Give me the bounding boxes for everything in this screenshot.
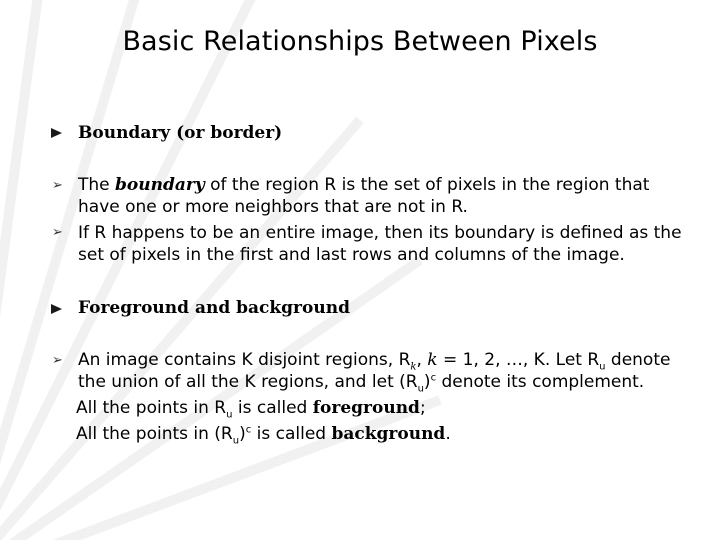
text-segment: = 1, 2, …, K. Let R [437,350,600,370]
slide-title: Basic Relationships Between Pixels [122,26,598,57]
text-segment: . [445,424,451,444]
text-segment: , [416,350,428,370]
boundary-emphasis: boundary [115,175,205,195]
entire-image-line1: If R happens to be an entire image, then its boundary is defined as the [78,223,682,243]
arrowhead-bullet-icon: ➢ [52,178,63,193]
subscript: u [232,435,240,447]
heading-bullet-icon [51,304,62,314]
foreground-term: foreground [312,398,420,418]
regions-line1 [78,349,670,371]
text-segment: denote [605,350,671,370]
text-segment: ) [239,424,246,444]
boundary-definition-line1 [78,174,649,196]
superscript: c [430,372,437,384]
text-segment: ) [423,372,431,392]
text-segment: The [78,175,116,195]
section-heading-boundary: Boundary (or border) [78,123,283,143]
italic-variable: k [427,350,438,370]
superscript: c [245,424,252,436]
subscript: u [226,409,233,421]
text-segment: of the region R is the set of pixels in the region that [204,175,650,195]
text-segment: the union of all the K regions, and let (R [78,372,418,392]
subscript: k [410,361,417,373]
heading-bullet-icon [51,128,62,138]
text-segment: All the points in (R [76,424,233,444]
text-segment: An image contains K disjoint regions, R [78,350,411,370]
text-segment: All the points in R [76,398,227,418]
text-segment: is called [232,398,313,418]
text-segment: denote its complement. [436,372,645,392]
section-heading-foreground: Foreground and background [78,298,350,318]
subscript: u [417,383,424,395]
regions-line2 [78,371,644,393]
arrowhead-bullet-icon: ➢ [52,353,63,368]
text-segment: is called [251,424,332,444]
arrowhead-bullet-icon: ➢ [52,225,63,240]
boundary-definition-line2: have one or more neighbors that are not in R. [78,197,468,217]
subscript: u [599,361,606,373]
text-segment: ; [419,398,426,418]
entire-image-line2: set of pixels in the first and last rows and columns of the image. [78,245,625,265]
background-term: background [331,424,446,444]
background-line [76,423,451,445]
foreground-line [76,397,426,419]
